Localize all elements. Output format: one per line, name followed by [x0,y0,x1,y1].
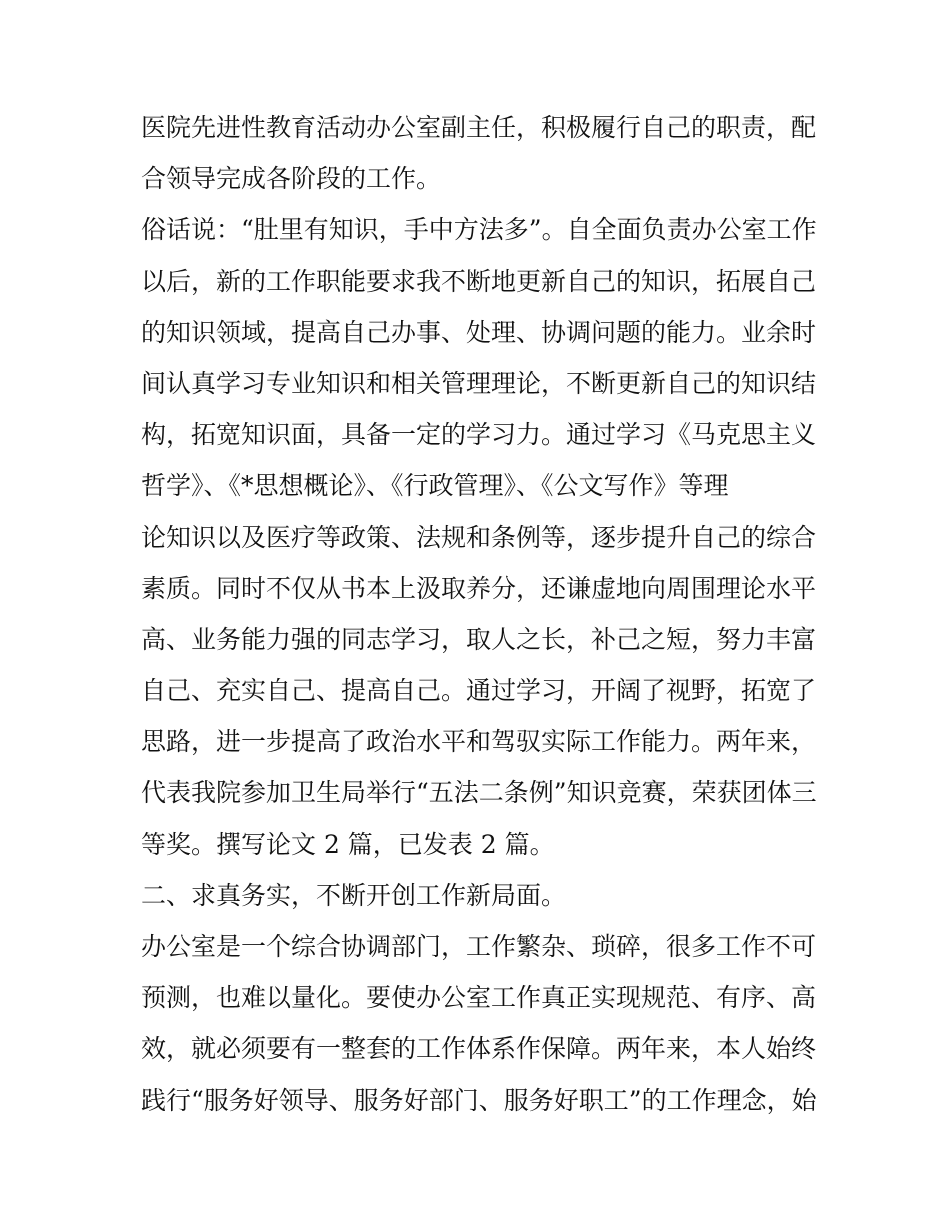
text-line: 效，就必须要有一整套的工作体系作保障。两年来，本人始终 [141,1034,817,1064]
text-line: 高、业务能力强的同志学习，取人之长，补己之短，努力丰富 [141,624,817,654]
text-line: 自己、充实自己、提高自己。通过学习，开阔了视野，拓宽了 [141,676,817,706]
section-heading: 二、求真务实，不断开创工作新局面。 [141,880,567,910]
text-line: 以后，新的工作职能要求我不断地更新自己的知识，拓展自己 [141,266,817,296]
text-line: 构，拓宽知识面，具备一定的学习力。通过学习《马克思主义 [141,420,817,450]
text-line: 间认真学习专业知识和相关管理理论，不断更新自己的知识结 [141,368,817,398]
text-line: 思路，进一步提高了政治水平和驾驭实际工作能力。两年来， [141,727,817,757]
text-line: 合领导完成各阶段的工作。 [141,164,442,194]
text-line: 代表我院参加卫生局举行“五法二条例”知识竞赛，荣获团体三 [141,778,817,808]
text-line: 素质。同时不仅从书本上汲取养分，还谦虚地向周围理论水平 [141,573,817,603]
text-line: 论知识以及医疗等政策、法规和条例等，逐步提升自己的综合 [141,522,817,552]
text-line: 践行“服务好领导、服务好部门、服务好职工”的工作理念，始 [141,1085,817,1115]
text-line: 哲学》、《*思想概论》、《行政管理》、《公文写作》等理 [141,471,729,501]
text-line: 的知识领域，提高自己办事、处理、协调问题的能力。业余时 [141,317,817,347]
text-line: 医院先进性教育活动办公室副主任，积极履行自己的职责，配 [141,113,817,142]
document-body [141,102,821,1126]
text-line: 俗话说：“肚里有知识，手中方法多”。自全面负责办公室工作 [141,215,817,245]
text-line: 等奖。撰写论文 2 篇，已发表 2 篇。 [141,829,555,859]
text-line: 预测，也难以量化。要使办公室工作真正实现规范、有序、高 [141,983,817,1013]
text-line: 办公室是一个综合协调部门，工作繁杂、琐碎，很多工作不可 [141,932,817,961]
